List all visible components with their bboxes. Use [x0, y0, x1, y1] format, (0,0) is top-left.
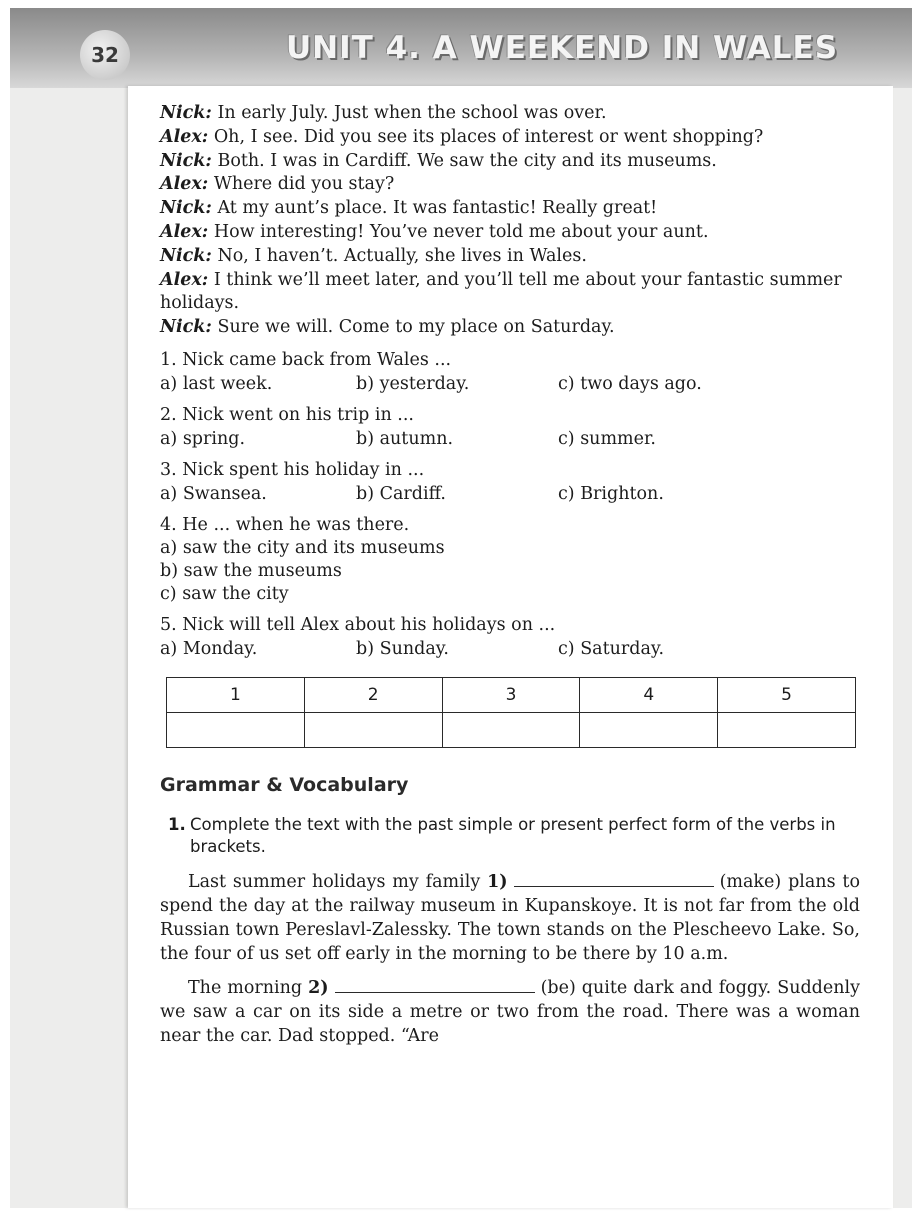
option-c[interactable]: c) two days ago.	[558, 373, 702, 394]
question	[160, 514, 860, 606]
question	[160, 404, 860, 451]
answer-cell[interactable]	[442, 712, 580, 747]
answer-blank-2[interactable]	[335, 978, 535, 993]
answer-blank-1[interactable]	[514, 872, 714, 887]
option-a[interactable]: a) Swansea.	[160, 483, 267, 504]
question-stem: 4. He ... when he was there.	[160, 514, 410, 535]
page-content	[160, 102, 860, 1058]
dialog-line: Alex: Where did you stay?	[160, 174, 395, 195]
option-b[interactable]: b) Sunday.	[356, 638, 449, 659]
gap-fill-text	[160, 870, 860, 1048]
answer-table-header: 5	[718, 677, 856, 712]
option-c[interactable]: c) saw the city	[160, 583, 289, 604]
option-a[interactable]: a) last week.	[160, 373, 273, 394]
dialog-line: Nick: In early July. Just when the school was over.	[160, 103, 607, 123]
question	[160, 614, 860, 661]
option-c[interactable]: c) summer.	[558, 428, 656, 449]
header-band	[10, 8, 912, 88]
answer-table-header: 1	[167, 677, 305, 712]
blank-number: 2)	[308, 977, 329, 998]
dialog-line: Nick: Both. I was in Cardiff. We saw the city and its museums.	[160, 150, 717, 171]
paragraph: Last summer holidays my family 1) (make) plans to spend the day at the railway museum in Kupanskoye. It is not far from the old Russian town Pereslavl-Zalessky. The town stands on the Plescheevo Lake. So, the four of us set off early in the morning to be there by 10 a.m.	[160, 871, 860, 964]
blank-number: 1)	[487, 871, 508, 892]
answer-table-header-row	[167, 677, 856, 712]
answer-table-header: 4	[580, 677, 718, 712]
dialog-line: Alex: Oh, I see. Did you see its places of interest or went shopping?	[160, 126, 764, 147]
dialog	[160, 102, 860, 340]
answer-cell[interactable]	[304, 712, 442, 747]
dialog-line: Nick: No, I haven’t. Actually, she lives in Wales.	[160, 245, 587, 266]
answer-table-header: 3	[442, 677, 580, 712]
unit-title: UNIT 4. A WEEKEND IN WALES	[286, 30, 839, 66]
option-b[interactable]: b) Cardiff.	[356, 483, 446, 504]
option-a[interactable]: a) Monday.	[160, 638, 258, 659]
option-b[interactable]: b) yesterday.	[356, 373, 470, 394]
dialog-line: Alex: I think we’ll meet later, and you’ll tell me about your fantastic summer holidays.	[160, 269, 842, 314]
answer-table-row	[167, 712, 856, 747]
answer-cell[interactable]	[718, 712, 856, 747]
question-stem: 2. Nick went on his trip in ...	[160, 404, 414, 425]
section-title: Grammar & Vocabulary	[160, 773, 409, 796]
dialog-line: Nick: At my aunt’s place. It was fantastic! Really great!	[160, 198, 658, 219]
answer-table	[166, 677, 856, 748]
option-c[interactable]: c) Saturday.	[558, 638, 665, 659]
question-stem: 5. Nick will tell Alex about his holidays on ...	[160, 614, 556, 635]
verb-hint: (be)	[540, 977, 576, 998]
question-stem: 1. Nick came back from Wales ...	[160, 349, 452, 370]
task-instruction	[160, 814, 860, 858]
option-a[interactable]: a) saw the city and its museums	[160, 537, 445, 558]
option-b[interactable]: b) autumn.	[356, 428, 454, 449]
multiple-choice-questions	[160, 349, 860, 661]
paragraph: The morning 2) (be) quite dark and foggy. Suddenly we saw a car on its side a metre or two from the road. There was a woman near the car. Dad stopped. “Are	[160, 977, 860, 1046]
option-c[interactable]: c) Brighton.	[558, 483, 664, 504]
answer-cell[interactable]	[580, 712, 718, 747]
page-number: 32	[80, 30, 130, 80]
answer-table-header: 2	[304, 677, 442, 712]
answer-cell[interactable]	[167, 712, 305, 747]
option-b[interactable]: b) saw the museums	[160, 560, 342, 581]
question-stem: 3. Nick spent his holiday in ...	[160, 459, 425, 480]
task-text: Complete the text with the past simple or present perfect form of the verbs in brackets.	[190, 814, 836, 856]
dialog-line: Alex: How interesting! You’ve never told me about your aunt.	[160, 221, 709, 242]
verb-hint: (make)	[719, 871, 782, 892]
dialog-line: Nick: Sure we will. Come to my place on Saturday.	[160, 317, 615, 338]
question	[160, 459, 860, 506]
task-number: 1.	[168, 814, 186, 834]
option-a[interactable]: a) spring.	[160, 428, 246, 449]
question	[160, 349, 860, 396]
